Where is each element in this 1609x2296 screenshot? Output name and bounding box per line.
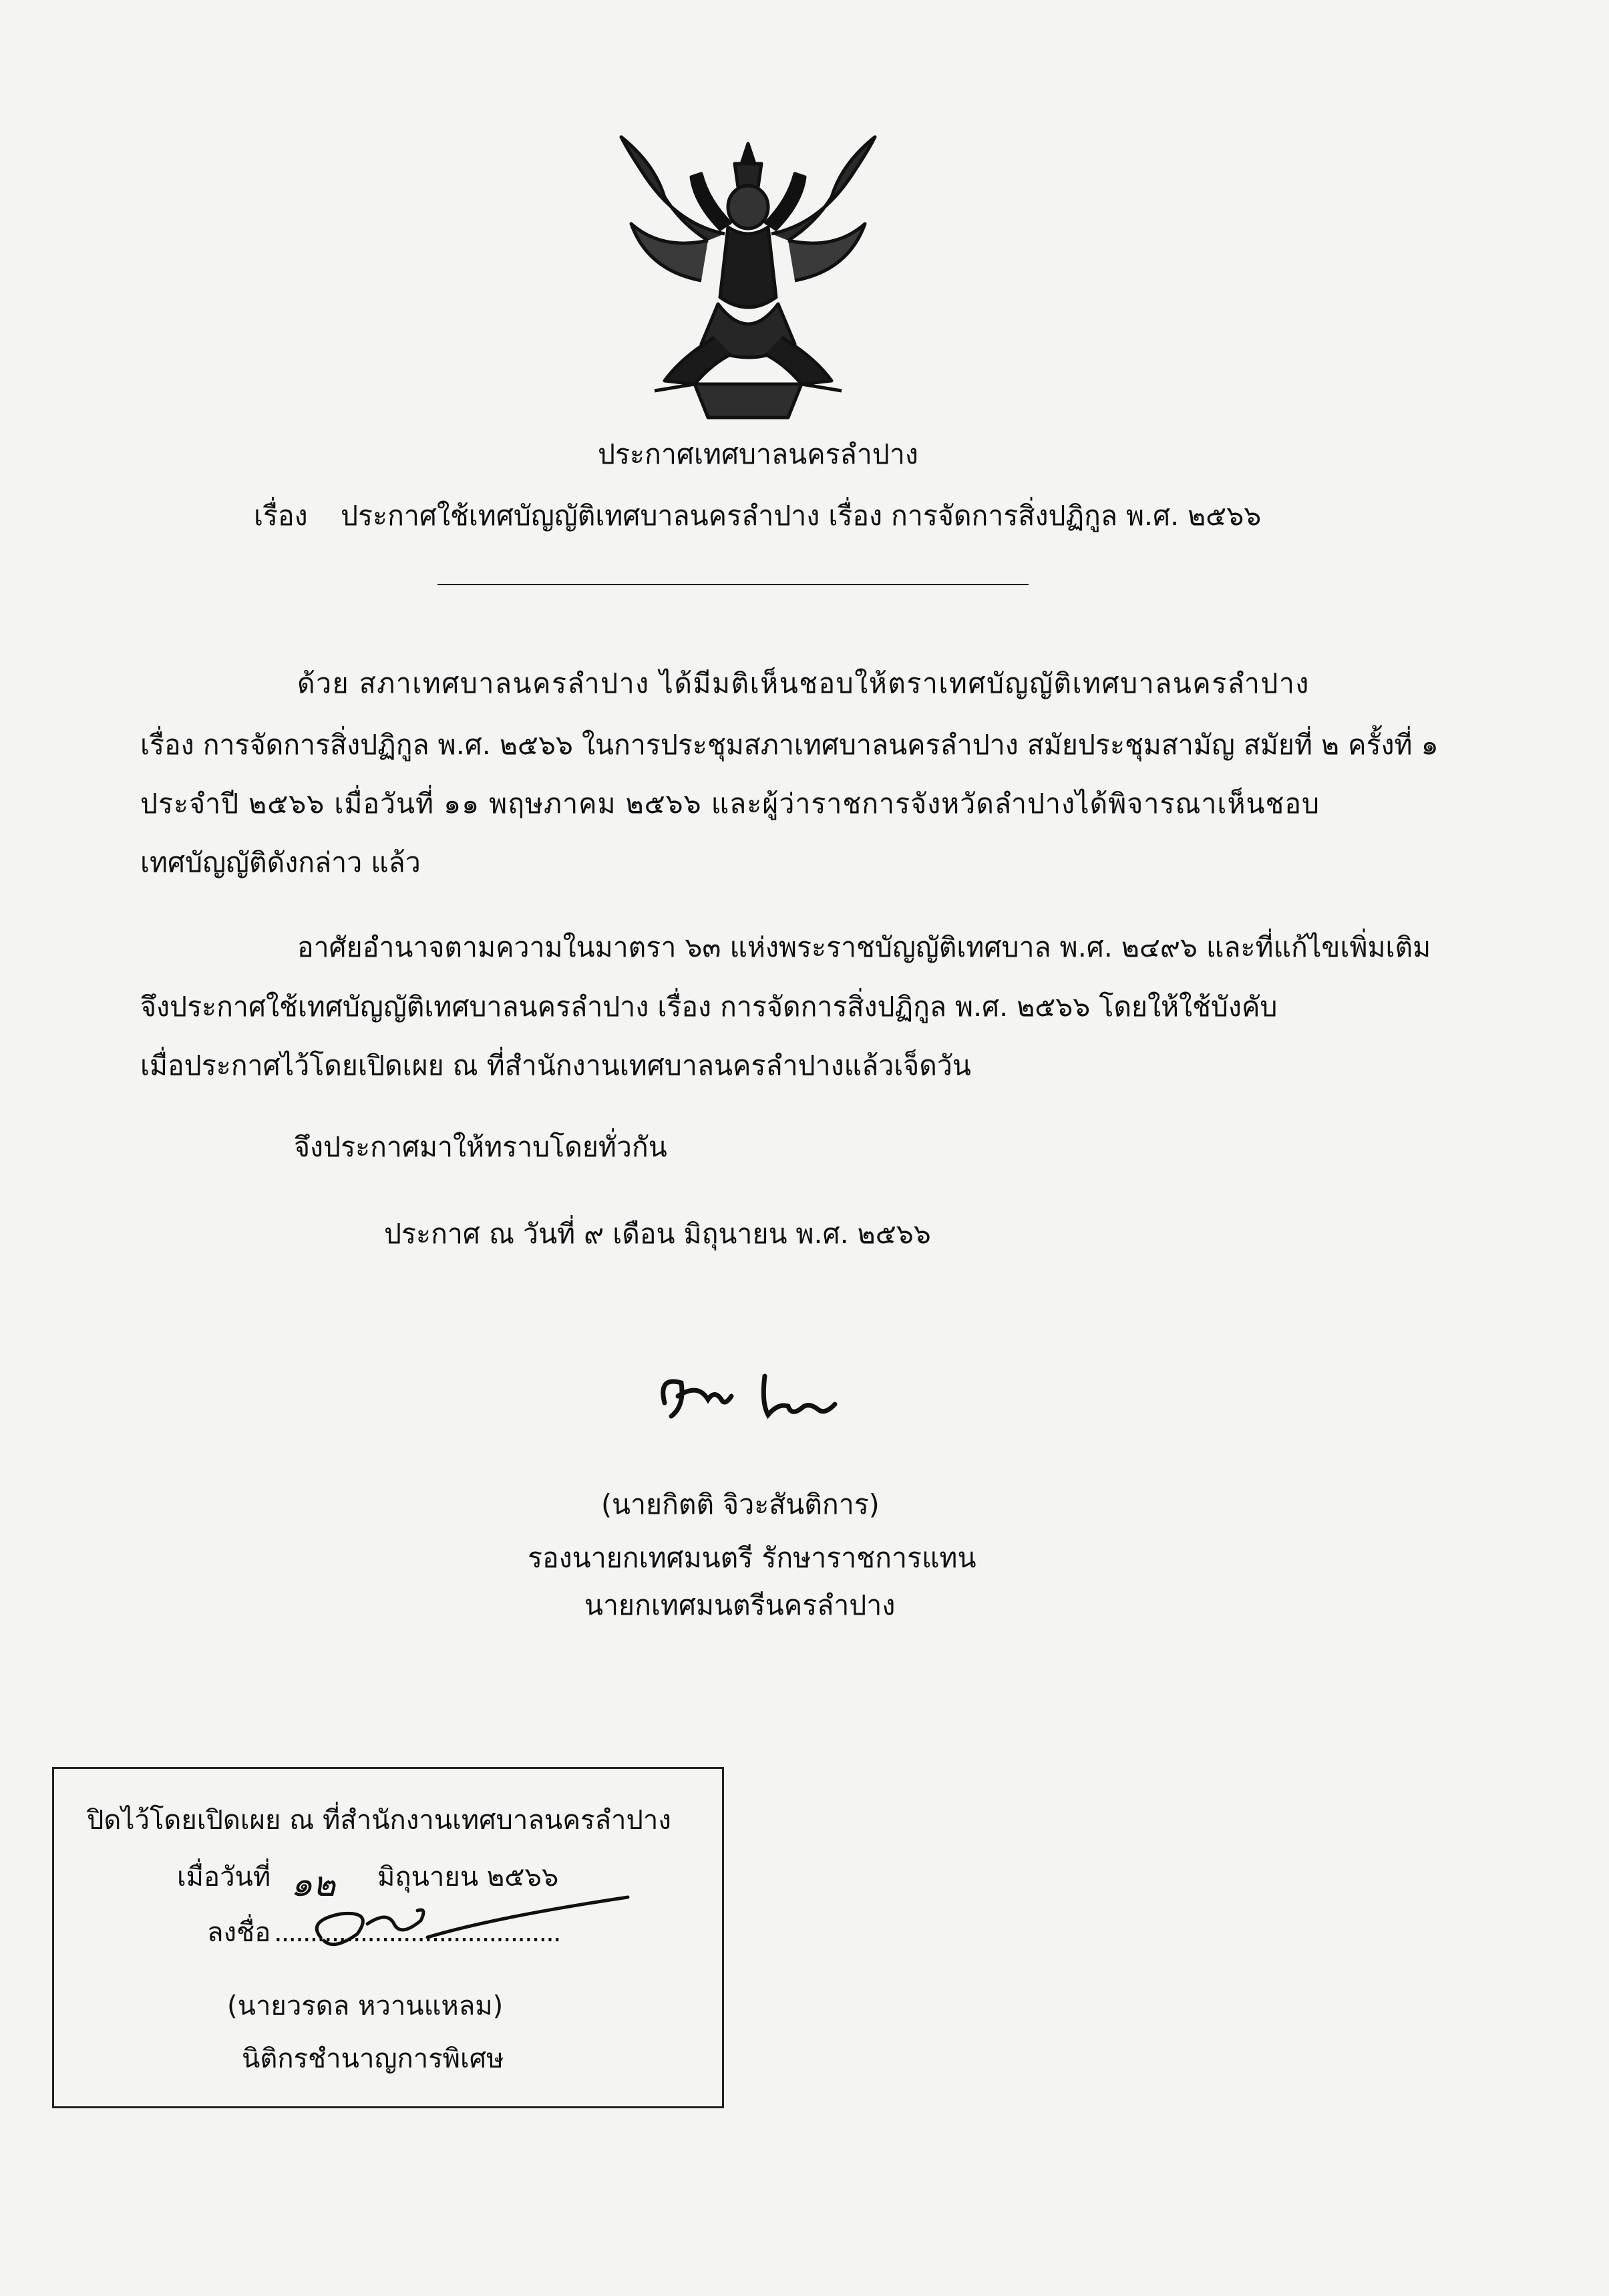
subject-label: เรื่อง	[254, 500, 308, 532]
closing-statement: จึงประกาศมาให้ทราบโดยทั่วกัน	[294, 1131, 667, 1163]
subject-text: ประกาศใช้เทศบัญญัติเทศบาลนครลำปาง เรื่อง การจัดการสิ่งปฏิกูล พ.ศ. ๒๕๖๖	[341, 500, 1262, 532]
stamp-officer-name: (นายวรดล หวานแหลม)	[227, 1991, 504, 2021]
signatory-position-1: รองนายกเทศมนตรี รักษาราชการแทน	[528, 1542, 976, 1574]
mayor-signature	[645, 1356, 845, 1430]
stamp-signature	[294, 1884, 641, 1957]
para1-line3: ประจำปี ๒๕๖๖ เมื่อวันที่ ๑๑ พฤษภาคม ๒๕๖๖ และผู้ว่าราชการจังหวัดลำปางได้พิจารณาเห็นชอบ	[140, 788, 1320, 820]
stamp-sign-label: ลงชื่อ	[207, 1917, 271, 1948]
para1-line1: ด้วย สภาเทศบาลนครลำปาง ได้มีมติเห็นชอบให้ตราเทศบัญญัติเทศบาลนครลำปาง	[297, 667, 1310, 699]
para2-line3: เมื่อประกาศไว้โดยเปิดเผย ณ ที่สำนักงานเทศบาลนครลำปางแล้วเจ็ดวัน	[140, 1049, 971, 1082]
para1-line2: เรื่อง การจัดการสิ่งปฏิกูล พ.ศ. ๒๕๖๖ ในการประชุมสภาเทศบาลนครลำปาง สมัยประชุมสามัญ สมัยที่ ๒ ครั้งที่ ๑	[140, 729, 1439, 761]
para2-line2: จึงประกาศใช้เทศบัญญัติเทศบาลนครลำปาง เรื่อง การจัดการสิ่งปฏิกูล พ.ศ. ๒๕๖๖ โดยให้ใช้บังคับ	[140, 991, 1278, 1023]
stamp-date-day: ๑๒	[291, 1864, 336, 1905]
stamp-officer-position: นิติกรชำนาญการพิเศษ	[242, 2043, 504, 2074]
date-line: ประกาศ ณ วันที่ ๙ เดือน มิถุนายน พ.ศ. ๒๕๖๖	[384, 1218, 931, 1250]
signatory-name: (นายกิตติ จิวะสันติการ)	[601, 1488, 880, 1520]
announcement-title: ประกาศเทศบาลนครลำปาง	[598, 438, 918, 470]
header-divider	[437, 584, 1029, 585]
stamp-date-prefix: เมื่อวันที่	[177, 1862, 271, 1893]
stamp-line1: ปิดไว้โดยเปิดเผย ณ ที่สำนักงานเทศบาลนครลำปาง	[87, 1805, 671, 1836]
signatory-position-2: นายกเทศมนตรีนครลำปาง	[584, 1589, 896, 1621]
garuda-emblem-icon	[601, 124, 895, 431]
para1-line4: เทศบัญญัติดังกล่าว แล้ว	[140, 846, 421, 878]
para2-line1: อาศัยอำนาจตามความในมาตรา ๖๓ แห่งพระราชบัญญัติเทศบาล พ.ศ. ๒๔๙๖ และที่แก้ไขเพิ่มเติม	[297, 931, 1431, 963]
stamp-sign-dots: ........................................	[274, 1917, 560, 1948]
stamp-date-rest: มิถุนายน ๒๕๖๖	[377, 1862, 559, 1893]
